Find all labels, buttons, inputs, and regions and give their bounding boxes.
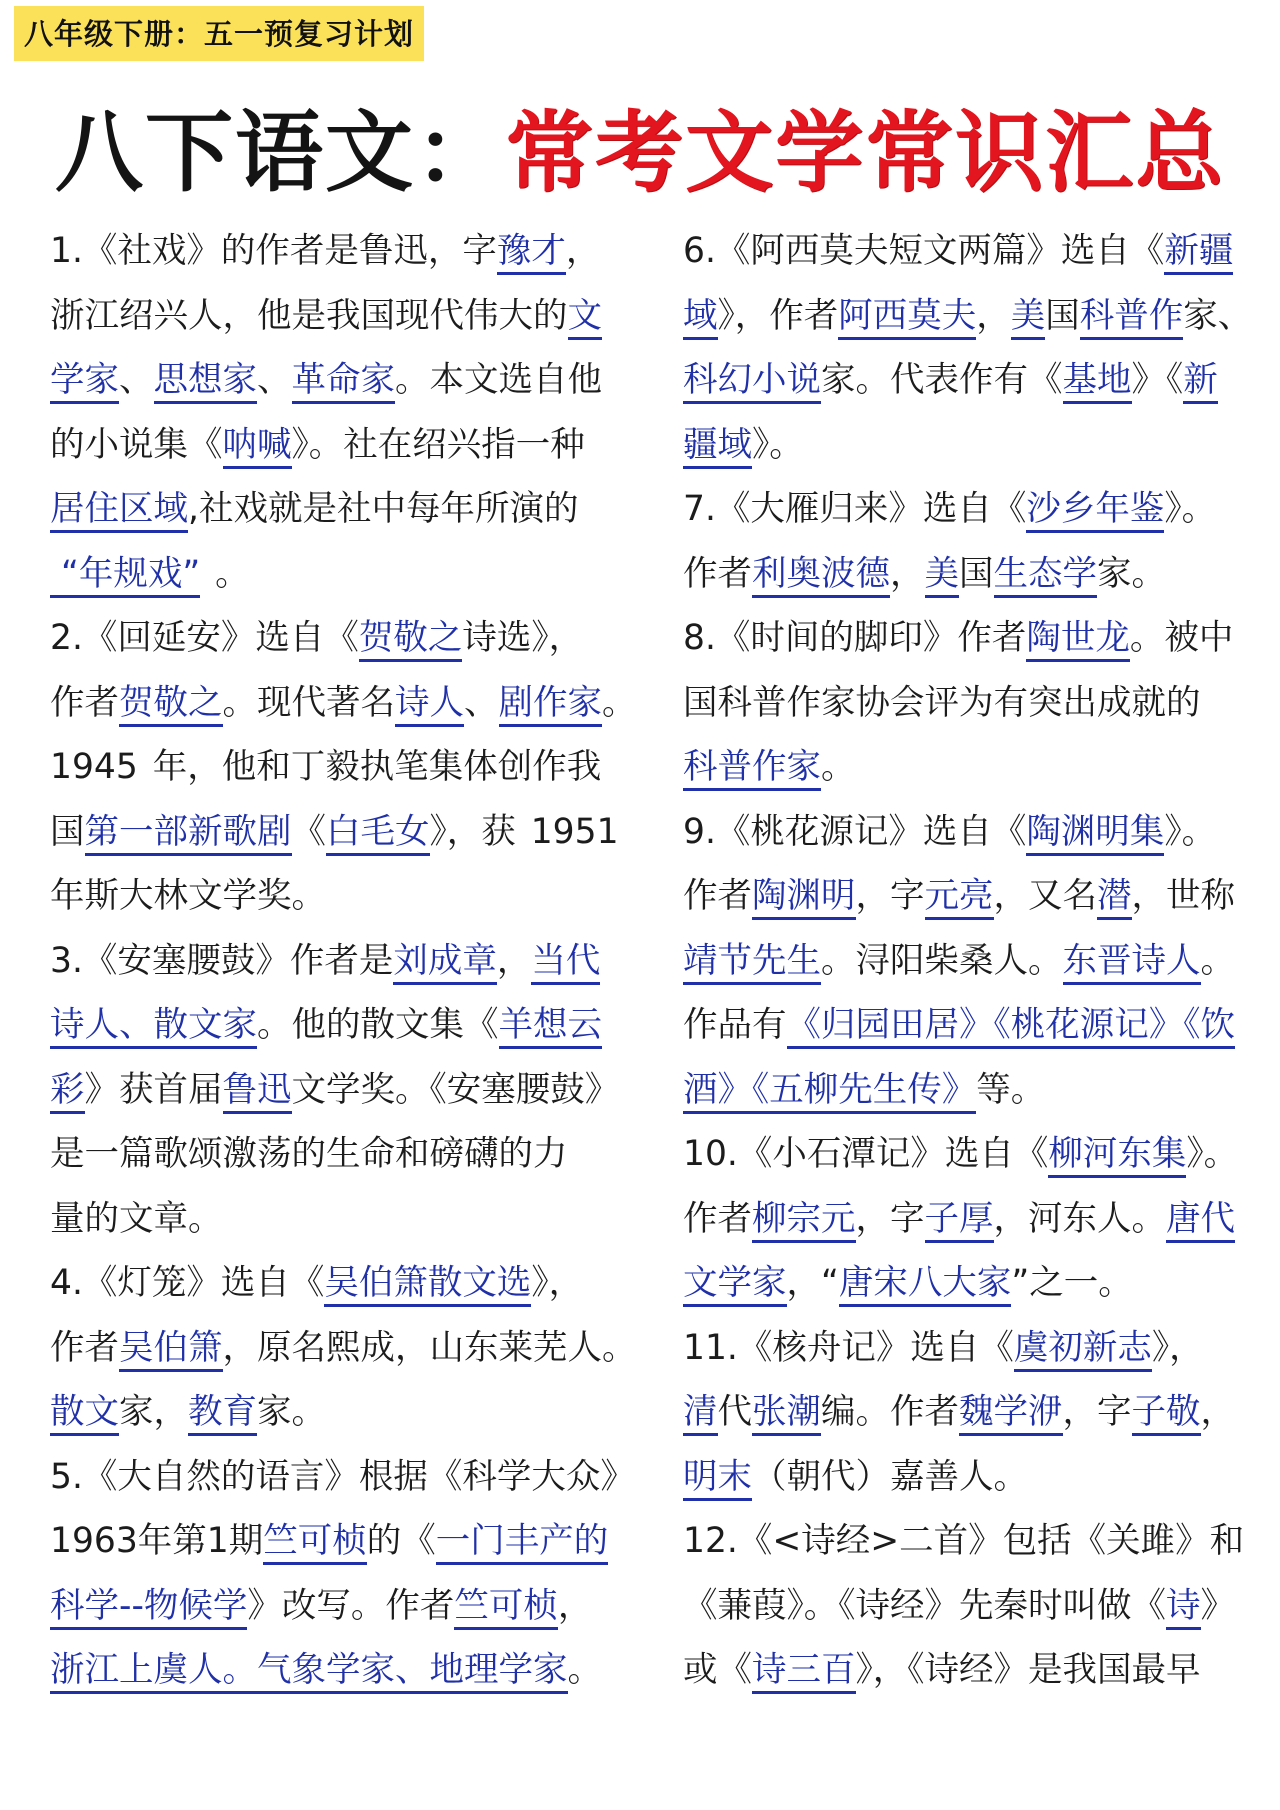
text-line bbox=[50, 219, 612, 284]
key-term: 东晋诗人 bbox=[1063, 941, 1201, 985]
key-term: 教育 bbox=[188, 1392, 257, 1436]
text-segment: 作者 bbox=[683, 553, 752, 594]
key-term: 张潮 bbox=[752, 1392, 821, 1436]
text-segment: 、 bbox=[464, 682, 499, 723]
text-line bbox=[683, 1058, 1245, 1123]
text-segment: ，原名熙成，山东莱芜人。 bbox=[222, 1327, 637, 1368]
text-line bbox=[50, 1251, 612, 1316]
key-term: 当代 bbox=[531, 941, 600, 985]
text-line bbox=[50, 993, 612, 1058]
text-segment: ， bbox=[496, 940, 532, 981]
text-segment: 》，获 1951 bbox=[429, 811, 619, 852]
text-segment: 文学奖。《安塞腰鼓》 bbox=[291, 1069, 620, 1110]
text-line bbox=[50, 1380, 612, 1445]
text-segment: 作者 bbox=[50, 682, 119, 723]
text-segment: 作品有 bbox=[683, 1005, 787, 1045]
text-segment: 10.《小石潭记》选自《 bbox=[683, 1134, 1049, 1174]
text-segment: 9.《桃花源记》选自《 bbox=[683, 811, 1027, 852]
key-term: 阿西莫夫 bbox=[838, 296, 976, 340]
text-line bbox=[50, 413, 612, 478]
key-term: 新疆 bbox=[1164, 231, 1233, 275]
text-line bbox=[50, 735, 612, 800]
header-tag: 八年级下册：五一预复习计划 bbox=[14, 6, 424, 61]
text-segment: 2.《回延安》选自《 bbox=[50, 618, 359, 658]
text-segment: 8.《时间的脚印》作者 bbox=[683, 618, 1027, 658]
text-line bbox=[683, 671, 1245, 736]
key-term: 潜 bbox=[1097, 876, 1132, 920]
text-segment: 》。社在绍兴指一种 bbox=[291, 424, 585, 465]
right-column bbox=[683, 219, 1253, 1703]
text-line bbox=[683, 348, 1245, 413]
key-term: 沙乡年鉴 bbox=[1026, 489, 1164, 533]
text-line bbox=[50, 1445, 635, 1510]
text-segment: 1945 年，他和丁毅执笔集体创作我 bbox=[50, 747, 602, 787]
key-term: 靖节先生 bbox=[683, 941, 821, 985]
key-term: 陶世龙 bbox=[1026, 618, 1130, 662]
key-term: 柳宗元 bbox=[752, 1199, 856, 1243]
text-segment: 》获首届 bbox=[84, 1069, 223, 1110]
text-segment: 家。 bbox=[257, 1392, 326, 1432]
key-term: 剧作家 bbox=[499, 683, 603, 727]
text-line bbox=[683, 1638, 1245, 1703]
text-segment: ，字 bbox=[855, 1198, 925, 1239]
text-segment: 7.《大雁归来》选自《 bbox=[683, 489, 1027, 529]
text-segment: 5.《大自然的语言》根据《科学大众》 bbox=[50, 1456, 635, 1497]
text-line bbox=[683, 735, 1245, 800]
text-segment: 》改写。作者 bbox=[247, 1585, 455, 1626]
key-term: 美 bbox=[1011, 296, 1046, 340]
key-term: 基地 bbox=[1063, 360, 1132, 404]
text-segment: 量的文章。 bbox=[50, 1198, 223, 1239]
text-line bbox=[50, 1574, 612, 1639]
text-segment: 1963年第1期 bbox=[50, 1521, 264, 1561]
text-segment: ， bbox=[557, 1585, 593, 1626]
text-segment: 作者 bbox=[683, 876, 752, 916]
key-term: 明末 bbox=[683, 1457, 752, 1501]
text-segment: 》《 bbox=[1131, 360, 1184, 400]
text-segment: 等。 bbox=[976, 1069, 1046, 1110]
text-line bbox=[683, 1509, 1245, 1574]
text-line bbox=[683, 929, 1245, 994]
text-segment: 、 bbox=[257, 360, 292, 400]
text-segment: ， bbox=[565, 231, 601, 271]
text-segment: 《 bbox=[291, 811, 326, 852]
key-term: 陶渊明集 bbox=[1026, 812, 1164, 856]
key-term: 元亮 bbox=[925, 876, 994, 920]
text-line bbox=[683, 413, 1245, 478]
key-term: 清 bbox=[683, 1392, 718, 1436]
key-term: 竺可桢 bbox=[454, 1586, 558, 1630]
text-segment: 》 bbox=[1200, 1585, 1235, 1626]
key-term: 吴伯箫散文选 bbox=[324, 1263, 531, 1307]
key-term: 鲁迅 bbox=[223, 1070, 292, 1114]
text-segment: 。 bbox=[821, 747, 856, 787]
text-line bbox=[683, 1251, 1245, 1316]
text-line bbox=[50, 1058, 620, 1123]
text-line bbox=[683, 1187, 1245, 1252]
text-segment: 家。代表作有《 bbox=[821, 360, 1063, 400]
left-column bbox=[50, 219, 637, 1703]
key-term: 魏学洢 bbox=[959, 1392, 1063, 1436]
text-segment: 国 bbox=[959, 553, 994, 594]
text-segment: ，字 bbox=[1062, 1392, 1132, 1432]
text-segment: 1.《社戏》的作者是鲁迅，字 bbox=[50, 231, 497, 271]
key-term: 居住区域 bbox=[50, 489, 188, 533]
text-segment: 家。 bbox=[1097, 553, 1166, 594]
key-term: 羊想云 bbox=[499, 1005, 603, 1049]
key-term: 虞初新志 bbox=[1014, 1328, 1152, 1372]
key-term: 域 bbox=[683, 296, 718, 340]
text-segment: 家、 bbox=[1183, 295, 1253, 336]
text-segment: 3.《安塞腰鼓》作者是 bbox=[50, 940, 394, 981]
text-segment: 国 bbox=[1045, 295, 1080, 336]
key-term: 学家 bbox=[50, 360, 119, 404]
key-term: 刘成章 bbox=[393, 941, 497, 985]
text-segment: 作者 bbox=[50, 1327, 119, 1368]
key-term: 《归园田居》《桃花源记》《饮 bbox=[787, 1005, 1236, 1049]
text-segment: 》， bbox=[1151, 1327, 1204, 1368]
text-segment: 4.《灯笼》选自《 bbox=[50, 1263, 325, 1303]
text-segment: 。现代著名 bbox=[222, 682, 395, 723]
key-term: 酒》《五柳先生传》 bbox=[683, 1070, 976, 1114]
text-line bbox=[50, 284, 612, 349]
text-segment: 12.《<诗经>二首》包括《关雎》和 bbox=[683, 1521, 1245, 1561]
text-segment: 11.《核舟记》选自《 bbox=[683, 1327, 1014, 1368]
text-line bbox=[50, 348, 612, 413]
key-term: 革命家 bbox=[292, 360, 396, 404]
key-term: 浙江上虞人。气象学家、地理学家 bbox=[50, 1650, 568, 1694]
key-term: 唐宋八大家 bbox=[839, 1263, 1012, 1307]
text-segment: 。他的散文集《 bbox=[257, 1005, 499, 1045]
text-segment: 。本文选自他 bbox=[395, 360, 602, 400]
key-term: 散文 bbox=[50, 1392, 119, 1436]
text-segment: 。 bbox=[1200, 940, 1235, 981]
text-line bbox=[683, 219, 1245, 284]
text-segment: ，河东人。 bbox=[993, 1198, 1166, 1239]
text-segment: 诗选》， bbox=[462, 618, 584, 658]
text-segment: 作者 bbox=[683, 1198, 752, 1239]
text-segment: ,社戏就是社中每年所演的 bbox=[188, 489, 579, 529]
page-title-subject: 八下语文： bbox=[54, 100, 505, 204]
text-segment: 》，作者 bbox=[717, 295, 839, 336]
text-segment: ， bbox=[1200, 1392, 1235, 1432]
text-segment: ，字 bbox=[855, 876, 925, 916]
text-segment: 》。 bbox=[1164, 489, 1217, 529]
key-term: 彩 bbox=[50, 1070, 85, 1114]
key-term: 文学家 bbox=[683, 1263, 787, 1307]
text-line bbox=[50, 1316, 637, 1381]
text-line bbox=[683, 800, 1245, 865]
text-segment: 国科普作家协会评为有突出成就的 bbox=[683, 682, 1201, 723]
text-segment: 》。 bbox=[1164, 811, 1217, 852]
text-line bbox=[50, 929, 612, 994]
key-term: 新 bbox=[1183, 360, 1218, 404]
text-segment: 》，《诗经》是我国最早 bbox=[855, 1650, 1201, 1690]
text-line bbox=[50, 864, 612, 929]
text-line bbox=[50, 477, 612, 542]
key-term: 吴伯箫 bbox=[119, 1328, 223, 1372]
text-line bbox=[50, 606, 612, 671]
text-segment: 6.《阿西莫夫短文两篇》选自《 bbox=[683, 231, 1165, 271]
key-term: 呐喊 bbox=[223, 425, 292, 469]
text-segment: 年斯大林文学奖。 bbox=[50, 876, 326, 916]
key-term: 子厚 bbox=[925, 1199, 994, 1243]
text-segment: 或《 bbox=[683, 1650, 752, 1690]
text-line bbox=[50, 1509, 612, 1574]
key-term: 第一部新歌剧 bbox=[85, 812, 292, 856]
text-segment: 《蒹葭》。《诗经》先秦时叫做《 bbox=[683, 1585, 1166, 1626]
text-line bbox=[50, 1638, 612, 1703]
text-segment: 》。 bbox=[1186, 1134, 1239, 1174]
text-segment: 、 bbox=[119, 360, 154, 400]
text-line bbox=[50, 542, 612, 607]
text-line bbox=[50, 1187, 612, 1252]
page-title-topic: 常考文学常识汇总 bbox=[505, 100, 1226, 204]
text-segment: ， bbox=[890, 553, 925, 594]
text-line bbox=[50, 800, 619, 865]
text-line bbox=[683, 284, 1253, 349]
text-segment: 国 bbox=[50, 811, 85, 852]
text-segment: 。被中 bbox=[1129, 618, 1234, 658]
text-segment: 浙江绍兴人，他是我国现代伟大的 bbox=[50, 295, 568, 336]
text-segment: 。 bbox=[567, 1650, 602, 1690]
key-term: 子敬 bbox=[1132, 1392, 1201, 1436]
text-line bbox=[683, 1122, 1245, 1187]
key-term: 竺可桢 bbox=[263, 1521, 367, 1565]
text-segment: 的《 bbox=[366, 1521, 436, 1561]
text-segment: 》。 bbox=[752, 424, 804, 465]
key-term: 生态学 bbox=[994, 554, 1098, 598]
text-segment: 》， bbox=[531, 1263, 584, 1303]
text-segment: 。 bbox=[200, 553, 250, 594]
text-line bbox=[683, 606, 1245, 671]
key-term: 诗人、散文家 bbox=[50, 1005, 257, 1049]
text-line bbox=[50, 1122, 612, 1187]
text-segment: 的小说集《 bbox=[50, 424, 223, 465]
key-term: 诗 bbox=[1166, 1586, 1201, 1630]
text-line bbox=[683, 1316, 1245, 1381]
text-segment: ，“ bbox=[786, 1263, 839, 1303]
key-term: 科普作家 bbox=[683, 747, 821, 791]
page-title bbox=[0, 102, 1280, 202]
key-term: 科幻小说 bbox=[683, 360, 821, 404]
text-segment: （朝代）嘉善人。 bbox=[752, 1456, 1028, 1497]
text-segment: 是一篇歌颂激荡的生命和磅礴的力 bbox=[50, 1134, 568, 1174]
text-segment: 编。作者 bbox=[821, 1392, 959, 1432]
text-segment: ， bbox=[976, 295, 1011, 336]
text-segment: ”之一。 bbox=[1011, 1263, 1133, 1303]
text-segment: 。浔阳柴桑人。 bbox=[821, 940, 1063, 981]
key-term: 文 bbox=[568, 296, 603, 340]
key-term: 思想家 bbox=[154, 360, 258, 404]
key-term: 豫才 bbox=[497, 231, 566, 275]
key-term: 贺敬之 bbox=[119, 683, 223, 727]
key-term: 利奥波德 bbox=[752, 554, 890, 598]
key-term: “年规戏” bbox=[50, 554, 200, 598]
key-term: 美 bbox=[925, 554, 960, 598]
text-line bbox=[683, 1574, 1245, 1639]
text-line bbox=[50, 671, 637, 736]
key-term: 疆域 bbox=[683, 425, 752, 469]
text-segment: 。 bbox=[602, 682, 637, 723]
key-term: 科学--物候学 bbox=[50, 1586, 247, 1630]
text-line bbox=[683, 1380, 1245, 1445]
text-segment: ，世称 bbox=[1131, 876, 1235, 916]
text-line bbox=[683, 1445, 1245, 1510]
key-term: 一门丰产的 bbox=[436, 1521, 609, 1565]
text-line bbox=[683, 864, 1245, 929]
text-segment: ，又名 bbox=[993, 876, 1097, 916]
text-line bbox=[683, 993, 1245, 1058]
key-term: 陶渊明 bbox=[752, 876, 856, 920]
key-term: 科普作 bbox=[1080, 296, 1184, 340]
text-line bbox=[683, 477, 1245, 542]
text-segment: 家， bbox=[119, 1392, 188, 1432]
key-term: 诗人 bbox=[395, 683, 464, 727]
key-term: 诗三百 bbox=[752, 1650, 856, 1694]
text-segment: 代 bbox=[717, 1392, 752, 1432]
key-term: 柳河东集 bbox=[1048, 1134, 1186, 1178]
key-term: 唐代 bbox=[1166, 1199, 1235, 1243]
key-term: 白毛女 bbox=[326, 812, 430, 856]
key-term: 贺敬之 bbox=[359, 618, 463, 662]
text-line bbox=[683, 542, 1245, 607]
